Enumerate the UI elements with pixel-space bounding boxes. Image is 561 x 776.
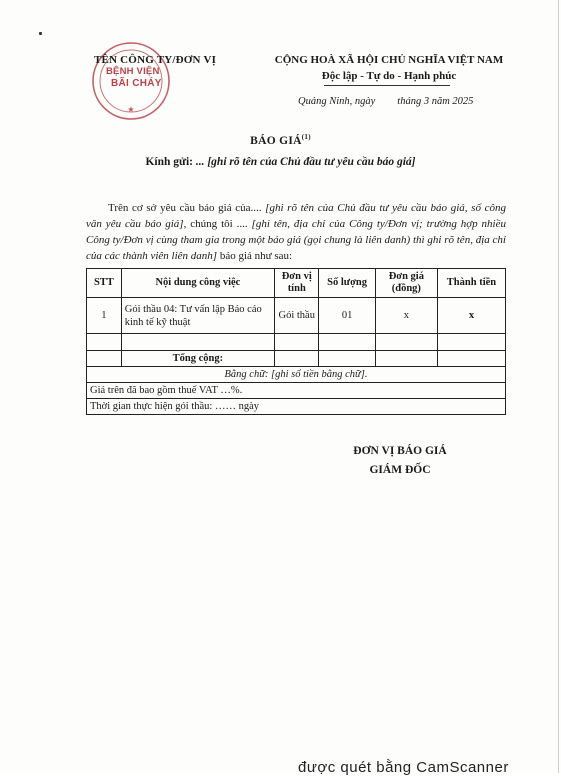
place-and-date: [298, 96, 473, 107]
table-total-row: [87, 351, 506, 367]
table-header-row: [87, 269, 506, 298]
title-text: BÁO GIÁ: [250, 134, 302, 147]
cell-empty: [275, 351, 319, 367]
cell-empty: [437, 334, 505, 351]
table-row: [87, 298, 506, 334]
scan-speck: [39, 32, 42, 35]
addressee-value: ... [ghi rõ tên của Chủ đầu tư yêu cầu báo giá]: [195, 156, 416, 168]
addressee-line: [0, 156, 561, 168]
cell-stt: 1: [87, 298, 122, 334]
cell-empty: [319, 351, 375, 367]
svg-text:★: ★: [127, 105, 135, 114]
amount-in-words-row: [87, 367, 506, 383]
intro-text-3: báo giá như sau:: [217, 250, 293, 262]
document-title: [0, 133, 561, 147]
motto-underline: [324, 85, 450, 86]
cell-unit-price: x: [375, 298, 437, 334]
stamp-text-line2: BÃI CHÁY: [111, 78, 162, 89]
stamp-text-line1: BỆNH VIỆN: [106, 66, 160, 77]
signature-org: ĐƠN VỊ BÁO GIÁ: [353, 445, 447, 457]
cell-empty: [275, 334, 319, 351]
scanner-watermark: được quét bằng CamScanner: [298, 759, 509, 776]
intro-placeholder-2: [ghi tên, địa chỉ của Công ty/Đơn vị; trường hợp nhiều Công ty/Đơn vị cùng tham gia trong một báo giá (gọi chung là liên danh) thì ghi rõ tên, địa chỉ của các thành viên liên danh]: [86, 218, 506, 262]
intro-text-2: , chúng tôi ....: [183, 218, 252, 230]
header-total: Thành tiền: [437, 269, 505, 298]
cell-empty: [319, 334, 375, 351]
company-name: TÊN CÔNG TY/ĐƠN VỊ: [94, 54, 217, 66]
header-unit-price: Đơn giá (đồng): [375, 269, 437, 298]
cell-empty: [375, 351, 437, 367]
cell-content: Gói thầu 04: Tư vấn lập Báo cáo kinh tế kỹ thuật: [121, 298, 274, 334]
signature-title: GIÁM ĐỐC: [369, 464, 431, 476]
vat-row: [87, 383, 506, 399]
national-title: CỘNG HOÀ XÃ HỘI CHỦ NGHĨA VIỆT NAM: [274, 54, 504, 66]
cell-empty: [437, 351, 505, 367]
cell-quantity: 01: [319, 298, 375, 334]
header-quantity: Số lượng: [319, 269, 375, 298]
vat-note: Giá trên đã bao gồm thuế VAT …%.: [87, 383, 506, 399]
cell-total: x: [437, 298, 505, 334]
duration-row: [87, 399, 506, 415]
cell-empty: [87, 334, 122, 351]
amount-in-words: Bằng chữ: [ghi số tiền bằng chữ].: [87, 367, 506, 383]
page-edge: [558, 0, 559, 773]
cell-empty: [375, 334, 437, 351]
header-stt: STT: [87, 269, 122, 298]
header-unit: Đơn vị tính: [275, 269, 319, 298]
cell-empty: [87, 351, 122, 367]
quote-table: [86, 268, 506, 415]
intro-placeholder-1: [ghi rõ tên của Chủ đầu tư yêu cầu báo giá, số công văn yêu cầu báo giá]: [86, 202, 506, 230]
place-date-part1: Quảng Ninh, ngày: [298, 96, 376, 107]
table-row-empty: [87, 334, 506, 351]
cell-empty: [121, 334, 274, 351]
header-content: Nội dung công việc: [121, 269, 274, 298]
duration-note: Thời gian thực hiện gói thầu: …… ngày: [87, 399, 506, 415]
addressee-label: Kính gửi:: [145, 156, 193, 168]
national-motto: Độc lập - Tự do - Hạnh phúc: [321, 70, 457, 82]
intro-text-1: Trên cơ sở yêu cầu báo giá của....: [108, 202, 266, 214]
cell-unit: Gói thầu: [275, 298, 319, 334]
intro-paragraph: [86, 200, 506, 264]
place-date-part2: tháng 3 năm 2025: [397, 96, 474, 107]
total-label: Tổng cộng:: [121, 351, 274, 367]
title-footnote: (1): [301, 133, 311, 141]
